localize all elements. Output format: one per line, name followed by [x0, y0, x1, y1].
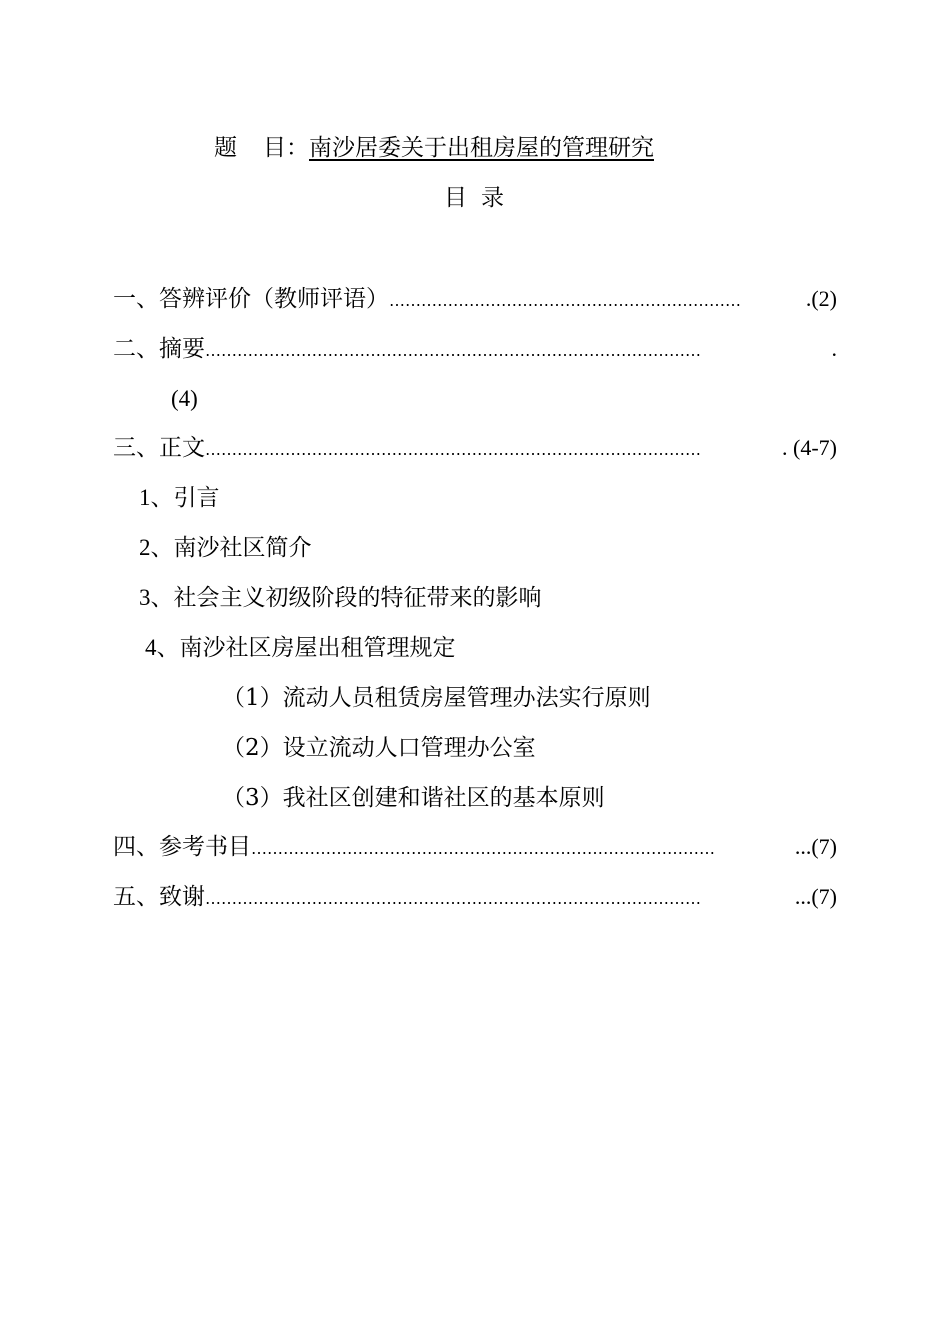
- toc-entry-number: 五、: [113, 884, 159, 910]
- toc-subsection-3: [139, 583, 542, 613]
- toc-entry-page: ...(7): [794, 834, 837, 859]
- toc-subsection-1: [139, 483, 220, 513]
- toc-subsection-2: [139, 533, 312, 563]
- toc-entry-number: 一、: [113, 286, 159, 312]
- toc-leader-dots: …………………………………………………………………………………: [205, 440, 701, 459]
- toc-entry-label: 摘要: [159, 336, 205, 362]
- title-text: 南沙居委关于出租房屋的管理研究: [309, 135, 654, 161]
- toc-entry-label: 致谢: [159, 884, 205, 910]
- toc-entry-2: [113, 334, 837, 366]
- toc-heading: [444, 183, 504, 213]
- toc-leader-dots: ……………………………………………………………………………: [251, 839, 715, 858]
- toc-subsection-label: 、引言: [150, 485, 220, 511]
- toc-entry-1: [113, 284, 837, 316]
- toc-subsection-number: 4: [145, 635, 157, 660]
- toc-heading-char-2: 录: [481, 185, 504, 211]
- toc-entry-page: .(2): [805, 286, 837, 311]
- toc-heading-char-1: 目: [444, 185, 467, 211]
- toc-entry-page: .: [831, 336, 837, 361]
- toc-entry-2-page: (4): [171, 386, 198, 411]
- toc-entry-page: . (4-7): [782, 435, 837, 460]
- toc-entry-5: [113, 882, 837, 914]
- toc-entry-label: 参考书目: [159, 834, 251, 860]
- title-label: 题: [214, 135, 237, 161]
- toc-subsection-number: 1: [139, 485, 151, 510]
- toc-leader-dots: …………………………………………………………………………………: [205, 889, 701, 908]
- title-label-2: 目：: [263, 135, 309, 161]
- document-title: [214, 133, 654, 163]
- toc-entry-number: 四、: [113, 834, 159, 860]
- toc-subsection-label: 、南沙社区简介: [150, 535, 312, 561]
- toc-subsection-number: 2: [139, 535, 151, 560]
- toc-subsubsection-2: （2）设立流动人口管理办公室: [222, 735, 536, 761]
- toc-subsubsection-1: （1）流动人员租赁房屋管理办法实行原则: [222, 685, 651, 711]
- toc-leader-dots: …………………………………………………………: [389, 291, 741, 310]
- toc-subsection-4: [145, 633, 456, 663]
- toc-entry-label: 答辨评价（教师评语）: [159, 286, 389, 312]
- toc-subsection-label: 、南沙社区房屋出租管理规定: [156, 635, 456, 661]
- toc-entry-3: [113, 433, 837, 465]
- toc-entry-page: ...(7): [794, 884, 837, 909]
- toc-entry-number: 三、: [113, 435, 159, 461]
- toc-subsection-number: 3: [139, 585, 151, 610]
- toc-entry-label: 正文: [159, 435, 205, 461]
- toc-subsubsection-3: （3）我社区创建和谐社区的基本原则: [222, 785, 605, 811]
- toc-entry-4: [113, 832, 837, 864]
- toc-entry-number: 二、: [113, 336, 159, 362]
- toc-subsection-label: 、社会主义初级阶段的特征带来的影响: [150, 585, 542, 611]
- toc-leader-dots: …………………………………………………………………………………: [205, 341, 701, 360]
